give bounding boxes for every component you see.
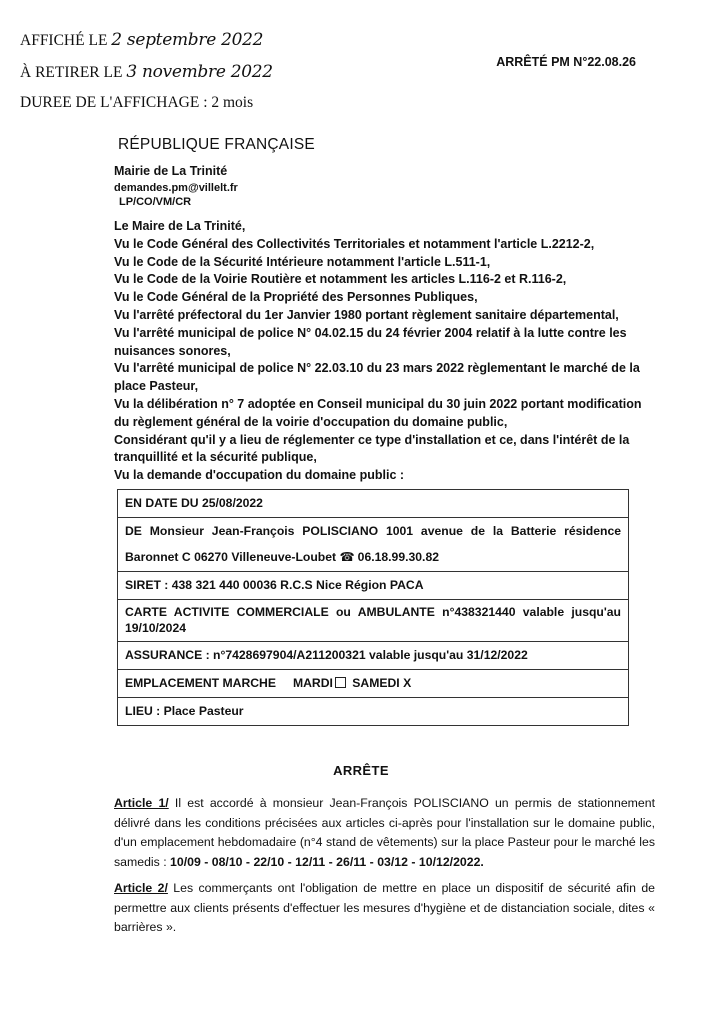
box-row-emplacement — [118, 670, 628, 698]
demandeur-phone: 06.18.99.30.82 — [357, 550, 439, 564]
mairie-name: Mairie de La Trinité — [114, 164, 228, 178]
visa-line: Le Maire de La Trinité, — [114, 219, 246, 233]
demande-info-box — [117, 489, 629, 726]
retirer-label: À RETIRER LE — [20, 64, 123, 81]
emplacement-label: EMPLACEMENT MARCHE — [125, 676, 276, 690]
visa-line: Vu la délibération n° 7 adoptée en Conseil municipal du 30 juin 2022 portant modification du règlement général de la voirie d'occupation du domaine public, — [114, 396, 642, 429]
affiche-handwritten-date: 2 septembre 2022 — [111, 30, 264, 50]
duree-affichage: DUREE DE L'AFFICHAGE : 2 mois — [20, 94, 254, 111]
demandeur-address-line2 — [125, 547, 621, 567]
box-row-date — [118, 490, 628, 518]
box-row-assurance — [118, 642, 628, 670]
article-1-label: Article 1/ — [114, 796, 169, 810]
box-row-lieu — [118, 698, 628, 725]
visa-line: Vu l'arrêté municipal de police N° 22.03.10 du 23 mars 2022 règlementant le marché de la place Pasteur, — [114, 361, 640, 394]
visa-line: Vu l'arrêté préfectoral du 1er Janvier 1980 portant règlement sanitaire départemental, — [114, 307, 619, 322]
visa-line: Vu le Code de la Voirie Routière et notamment les articles L.116-2 et R.116-2, — [114, 272, 567, 287]
box-row-demandeur — [118, 518, 628, 572]
reference-codes: LP/CO/VM/CR — [119, 196, 192, 208]
mardi-label: MARDI — [292, 676, 333, 690]
republique-francaise: RÉPUBLIQUE FRANÇAISE — [118, 136, 315, 153]
mardi-checkbox — [335, 677, 346, 688]
arrete-title: ARRÊTE — [333, 763, 389, 778]
demandeur-address-city: Baronnet C 06270 Villeneuve-Loubet — [125, 550, 337, 564]
article-1-text: Il est accordé à monsieur Jean-François POLISCIANO un permis de stationnement délivré dans les conditions précisées aux articles ci-après pour l'installation sur le domaine public, d'un emplacement hebdomadaire (n°4 stand de vêtements) sur la place Pasteur pour le marché les samedis : — [114, 796, 655, 869]
article-2 — [114, 879, 655, 938]
visa-line: Vu le Code Général de la Propriété des Personnes Publiques, — [114, 290, 478, 305]
box-row-carte — [118, 600, 628, 642]
retirer-handwritten-date: 3 novembre 2022 — [126, 62, 273, 82]
carte-line1: CARTE ACTIVITE COMMERCIALE ou AMBULANTE n°438321440 valable jusqu'au — [125, 605, 621, 619]
samedi-label: SAMEDI X — [352, 676, 412, 690]
demande-date: EN DATE DU 25/08/2022 — [125, 496, 263, 510]
siret-info: SIRET : 438 321 440 00036 R.C.S Nice Région PACA — [125, 578, 424, 592]
visas-list — [114, 218, 654, 485]
lieu-info: LIEU : Place Pasteur — [125, 704, 244, 718]
arrete-reference: ARRÊTÉ PM N°22.08.26 — [496, 55, 636, 69]
visa-line: Vu le Code Général des Collectivités Territoriales et notamment l'article L.2212-2, — [114, 236, 595, 251]
demandeur-address-line1: DE Monsieur Jean-François POLISCIANO 1001 avenue de la Batterie résidence — [125, 524, 621, 538]
telephone-icon: ☎ — [339, 550, 355, 564]
article-1-dates: 10/09 - 08/10 - 22/10 - 12/11 - 26/11 - 03/12 - 10/12/2022. — [170, 854, 484, 869]
affiche-label: AFFICHÉ LE — [20, 32, 108, 49]
affichage-date-line — [20, 30, 263, 50]
article-2-label: Article 2/ — [114, 881, 168, 895]
article-1 — [114, 794, 655, 872]
retrait-date-line — [20, 62, 273, 82]
box-row-siret — [118, 572, 628, 600]
contact-email: demandes.pm@villelt.fr — [114, 182, 238, 194]
carte-line2: 19/10/2024 — [125, 621, 186, 635]
visa-line: Considérant qu'il y a lieu de réglementer ce type d'installation et ce, dans l'intérêt de la tranquillité et la sécurité publique, — [114, 432, 630, 465]
visa-line: Vu la demande d'occupation du domaine public : — [114, 468, 405, 483]
visa-line: Vu l'arrêté municipal de police N° 04.02.15 du 24 février 2004 relatif à la lutte contre les nuisances sonores, — [114, 325, 627, 358]
visa-line: Vu le Code de la Sécurité Intérieure notamment l'article L.511-1, — [114, 254, 491, 269]
assurance-info: ASSURANCE : n°7428697904/A211200321 valable jusqu'au 31/12/2022 — [125, 648, 528, 662]
article-2-text: Les commerçants ont l'obligation de mettre en place un dispositif de sécurité afin de permettre aux clients présents d'effectuer les mesures d'hygiène et de distanciation sociale, dites « barrières ». — [114, 881, 655, 934]
